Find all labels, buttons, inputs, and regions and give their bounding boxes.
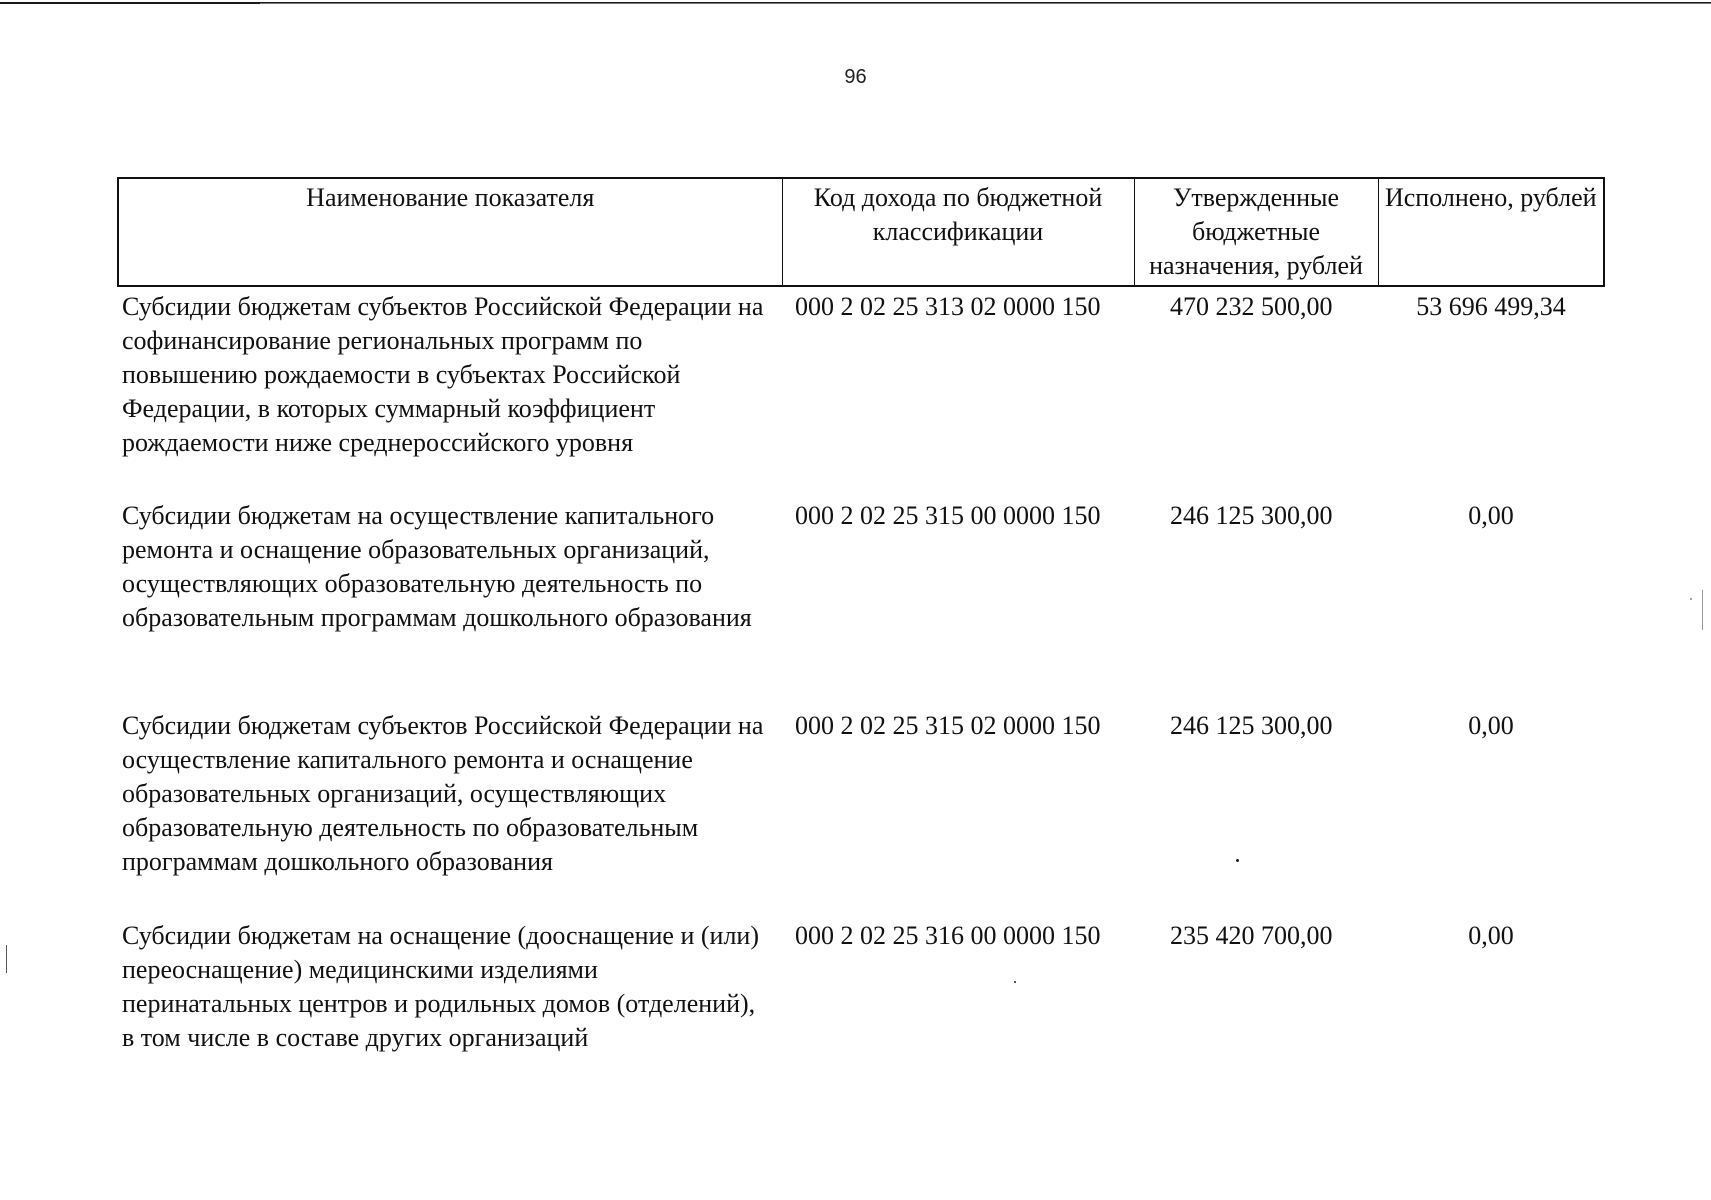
row-approved-amount: 235 420 700,00 [1170,921,1333,950]
header-approved-amount: Утвержденные бюджетные назначения, рублей [1134,178,1378,286]
row-approved-amount: 246 125 300,00 [1170,711,1333,740]
header-income-code: Код дохода по бюджетной классификации [782,178,1134,286]
header-executed-amount: Исполнено, рублей [1378,178,1604,286]
table-row [118,286,1604,496]
page-number: 96 [844,66,867,88]
row-approved-amount: 470 232 500,00 [1170,292,1333,321]
table-header-row [118,178,1604,286]
row-approved-amount: 246 125 300,00 [1170,501,1333,530]
row-income-code: 000 2 02 25 315 00 0000 150 [795,501,1101,530]
row-income-code: 000 2 02 25 315 02 0000 150 [795,711,1101,740]
row-executed-amount: 0,00 [1468,921,1514,950]
scan-speck [1690,598,1692,600]
budget-revenue-table [117,177,1605,1066]
row-income-code: 000 2 02 25 316 00 0000 150 [795,921,1101,950]
scan-border-top-faint [260,3,1711,4]
row-indicator-name: Субсидии бюджетам субъектов Российской Федерации на софинансирование региональных программ по повышению рождаемости в субъектах Российской Федерации, в которых суммарный коэффициент рождаемости ниже среднероссийского уровня [122,292,764,457]
row-indicator-name: Субсидии бюджетам на оснащение (дооснащение и (или) переоснащение) медицинскими изделиями перинатальных центров и родильных домов (отделений), в том числе в составе других организаций [122,921,759,1052]
scan-margin-mark [6,945,7,973]
table-row [118,916,1604,1066]
scan-margin-mark [1702,590,1703,630]
row-executed-amount: 0,00 [1468,711,1514,740]
table-row [118,706,1604,916]
header-indicator-name: Наименование показателя [118,178,782,286]
scan-speck [1236,859,1239,862]
table-row [118,496,1604,706]
row-executed-amount: 0,00 [1468,501,1514,530]
scan-speck [1014,981,1016,983]
row-executed-amount: 53 696 499,34 [1416,292,1566,321]
row-income-code: 000 2 02 25 313 02 0000 150 [795,292,1101,321]
row-indicator-name: Субсидии бюджетам на осуществление капитального ремонта и оснащение образовательных организаций, осуществляющих образовательную деятельность по образовательным программам дошкольного образования [122,501,752,632]
budget-table-container [117,177,1603,1066]
row-indicator-name: Субсидии бюджетам субъектов Российской Федерации на осуществление капитального ремонта и оснащение образовательных организаций, осуществляющих образовательную деятельность по образовательным программам дошкольного образования [122,711,764,876]
